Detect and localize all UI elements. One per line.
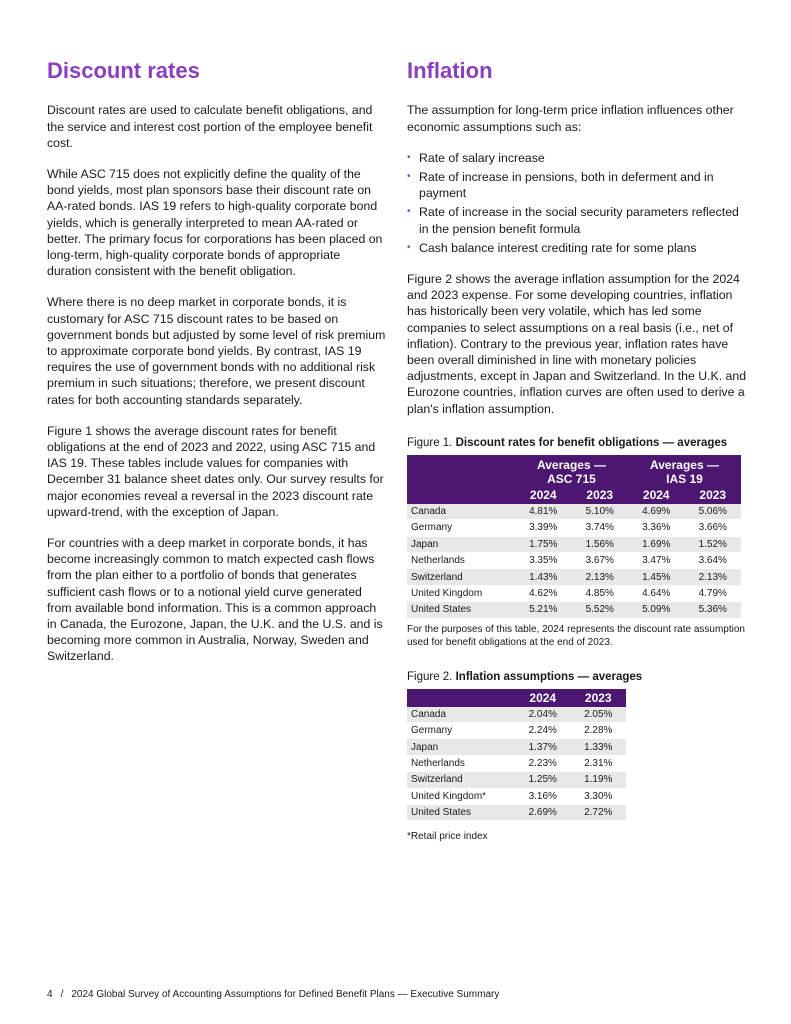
year-header: 2023 xyxy=(685,486,742,504)
value-cell: 5.21% xyxy=(515,602,572,618)
table-row xyxy=(407,722,626,738)
value-cell: 2.31% xyxy=(571,755,627,771)
inflation-assumption-list xyxy=(407,150,747,256)
table-row xyxy=(407,536,741,552)
footer-title: 2024 Global Survey of Accounting Assumptions for Defined Benefit Plans — Executive Summary xyxy=(71,989,500,1000)
year-header: 2023 xyxy=(571,689,627,707)
value-cell: 3.74% xyxy=(572,520,629,536)
value-cell: 3.47% xyxy=(628,553,685,569)
year-header: 2024 xyxy=(515,689,571,707)
value-cell: 1.56% xyxy=(572,536,629,552)
country-cell: United Kingdom* xyxy=(407,788,515,804)
value-cell: 1.45% xyxy=(628,569,685,585)
figure2-caption: Figure 2. Inflation assumptions — averages xyxy=(407,670,643,683)
table-row xyxy=(407,772,626,788)
year-header: 2024 xyxy=(515,486,572,504)
discount-paragraph-5: For countries with a deep market in corporate bonds, it has become increasingly common to match expected cash flows from the plan either to a portfolio of bonds that generates sufficient cash flows or to a notional yield curve generated from available bond information. This is a common approach in Canada, the Eurozone, Japan, the U.K. and the U.S. and is becoming more common in Australia, Norway, Sweden and Switzerland. xyxy=(47,536,383,664)
bullet-icon: • xyxy=(407,171,411,182)
page-number: 4 xyxy=(47,989,53,1000)
value-cell: 5.36% xyxy=(685,602,742,618)
value-cell: 3.67% xyxy=(572,553,629,569)
table-row xyxy=(407,520,741,536)
value-cell: 3.16% xyxy=(515,788,571,804)
value-cell: 2.72% xyxy=(571,804,627,820)
country-cell: Canada xyxy=(407,504,515,520)
value-cell: 3.35% xyxy=(515,553,572,569)
value-cell: 2.05% xyxy=(571,707,627,723)
value-cell: 4.64% xyxy=(628,585,685,601)
value-cell: 2.69% xyxy=(515,804,571,820)
table-row xyxy=(407,553,741,569)
value-cell: 3.39% xyxy=(515,520,572,536)
value-cell: 2.13% xyxy=(572,569,629,585)
list-item: • Rate of increase in pensions, both in deferment and in payment xyxy=(407,170,714,201)
value-cell: 1.25% xyxy=(515,772,571,788)
country-cell: Germany xyxy=(407,722,515,738)
list-item: • Cash balance interest crediting rate for some plans xyxy=(407,240,697,255)
value-cell: 2.28% xyxy=(571,722,627,738)
value-cell: 5.09% xyxy=(628,602,685,618)
year-header: 2023 xyxy=(572,486,629,504)
value-cell: 4.79% xyxy=(685,585,742,601)
table-row xyxy=(407,602,741,618)
value-cell: 1.43% xyxy=(515,569,572,585)
country-cell: Switzerland xyxy=(407,772,515,788)
inflation-column xyxy=(407,58,747,843)
table-row xyxy=(407,788,626,804)
value-cell: 1.75% xyxy=(515,536,572,552)
value-cell: 2.24% xyxy=(515,722,571,738)
value-cell: 3.64% xyxy=(685,553,742,569)
value-cell: 1.33% xyxy=(571,739,627,755)
discount-paragraph-1: Discount rates are used to calculate benefit obligations, and the service and interest cost portion of the employee benefit cost. xyxy=(47,103,373,150)
value-cell: 5.10% xyxy=(572,504,629,520)
page-footer: 4 / 2024 Global Survey of Accounting Assumptions for Defined Benefit Plans — Executive Summary xyxy=(47,989,500,1000)
table-row xyxy=(407,569,741,585)
discount-rates-heading: Discount rates xyxy=(47,58,200,83)
value-cell: 1.52% xyxy=(685,536,742,552)
country-cell: Japan xyxy=(407,536,515,552)
asc715-group-header: Averages — ASC 715 xyxy=(515,455,628,486)
figure1-note: For the purposes of this table, 2024 represents the discount rate assumption used for benefit obligations at the end of 2023. xyxy=(407,623,745,648)
value-cell: 4.62% xyxy=(515,585,572,601)
country-cell: United States xyxy=(407,602,515,618)
discount-paragraph-3: Where there is no deep market in corporate bonds, it is customary for ASC 715 discount rates to be based on government bonds but adjusted by some level of risk premium to approximate corporate bond yields. By contrast, IAS 19 requires the use of government bonds with no additional risk premium in such situations; therefore, we present discount rates for both accounting standards separately. xyxy=(47,295,386,407)
country-cell: Germany xyxy=(407,520,515,536)
table-row xyxy=(407,585,741,601)
table-row xyxy=(407,504,741,520)
figure2-note: *Retail price index xyxy=(407,831,488,843)
value-cell: 4.81% xyxy=(515,504,572,520)
bullet-icon: • xyxy=(407,206,411,218)
discount-rates-table xyxy=(407,455,741,619)
discount-paragraph-4: Figure 1 shows the average discount rates for benefit obligations at the end of 2023 and 2022, using ASC 715 and IAS 19. These tables include values for companies with December 31 balance sheet dates only. Our survey results for major economies reveal a reversal in the 2023 discount rate upward-trend, with the exception of Japan. xyxy=(47,423,384,519)
value-cell: 3.36% xyxy=(628,520,685,536)
value-cell: 2.23% xyxy=(515,755,571,771)
bullet-icon: • xyxy=(407,241,411,253)
inflation-intro: The assumption for long-term price inflation influences other economic assumptions such as: xyxy=(407,103,734,134)
country-cell: Netherlands xyxy=(407,553,515,569)
country-cell: Canada xyxy=(407,707,515,723)
value-cell: 4.85% xyxy=(572,585,629,601)
country-cell: Netherlands xyxy=(407,755,515,771)
discount-rates-column xyxy=(47,58,387,680)
country-cell: United States xyxy=(407,804,515,820)
year-header: 2024 xyxy=(628,486,685,504)
table-row xyxy=(407,755,626,771)
list-item: • Rate of increase in the social security parameters reflected in the pension benefit formula xyxy=(407,205,739,236)
country-cell: Japan xyxy=(407,739,515,755)
table-row xyxy=(407,739,626,755)
value-cell: 5.52% xyxy=(572,602,629,618)
value-cell: 2.13% xyxy=(685,569,742,585)
table-row xyxy=(407,804,626,820)
discount-paragraph-2: While ASC 715 does not explicitly define the quality of the bond yields, most plan sponsors base their discount rate on AA-rated bonds. IAS 19 refers to high-quality corporate bond yields, which is generally interpreted to mean AA-rated or better. The primary focus for corporations has been placed on long-term, high-quality corporate bonds of appropriate duration consistent with the benefit obligation. xyxy=(47,167,383,279)
value-cell: 2.04% xyxy=(515,707,571,723)
figure1-caption: Figure 1. Discount rates for benefit obligations — averages xyxy=(407,436,728,449)
value-cell: 1.69% xyxy=(628,536,685,552)
inflation-table xyxy=(407,689,626,822)
ias19-group-header: Averages — IAS 19 xyxy=(628,455,741,486)
value-cell: 3.30% xyxy=(571,788,627,804)
value-cell: 4.69% xyxy=(628,504,685,520)
country-cell: Switzerland xyxy=(407,569,515,585)
value-cell: 5.06% xyxy=(685,504,742,520)
value-cell: 1.37% xyxy=(515,739,571,755)
bullet-icon: • xyxy=(407,151,411,163)
table-row xyxy=(407,707,626,723)
country-cell: United Kingdom xyxy=(407,585,515,601)
inflation-heading: Inflation xyxy=(407,58,493,83)
value-cell: 3.66% xyxy=(685,520,742,536)
inflation-paragraph: Figure 2 shows the average inflation assumption for the 2024 and 2023 expense. For some developing countries, inflation has historically been very volatile, which has led some companies to select assumptions on a real basis (i.e., net of inflation). Contrary to the previous year, inflation rates have been overall diminished in line with monetary policies adjustments, except in Japan and Switzerland. In the U.K. and Eurozone countries, inflation curves are often used to derive a plan's inflation assumption. xyxy=(407,272,747,416)
list-item: • Rate of salary increase xyxy=(407,150,545,165)
value-cell: 1.19% xyxy=(571,772,627,788)
